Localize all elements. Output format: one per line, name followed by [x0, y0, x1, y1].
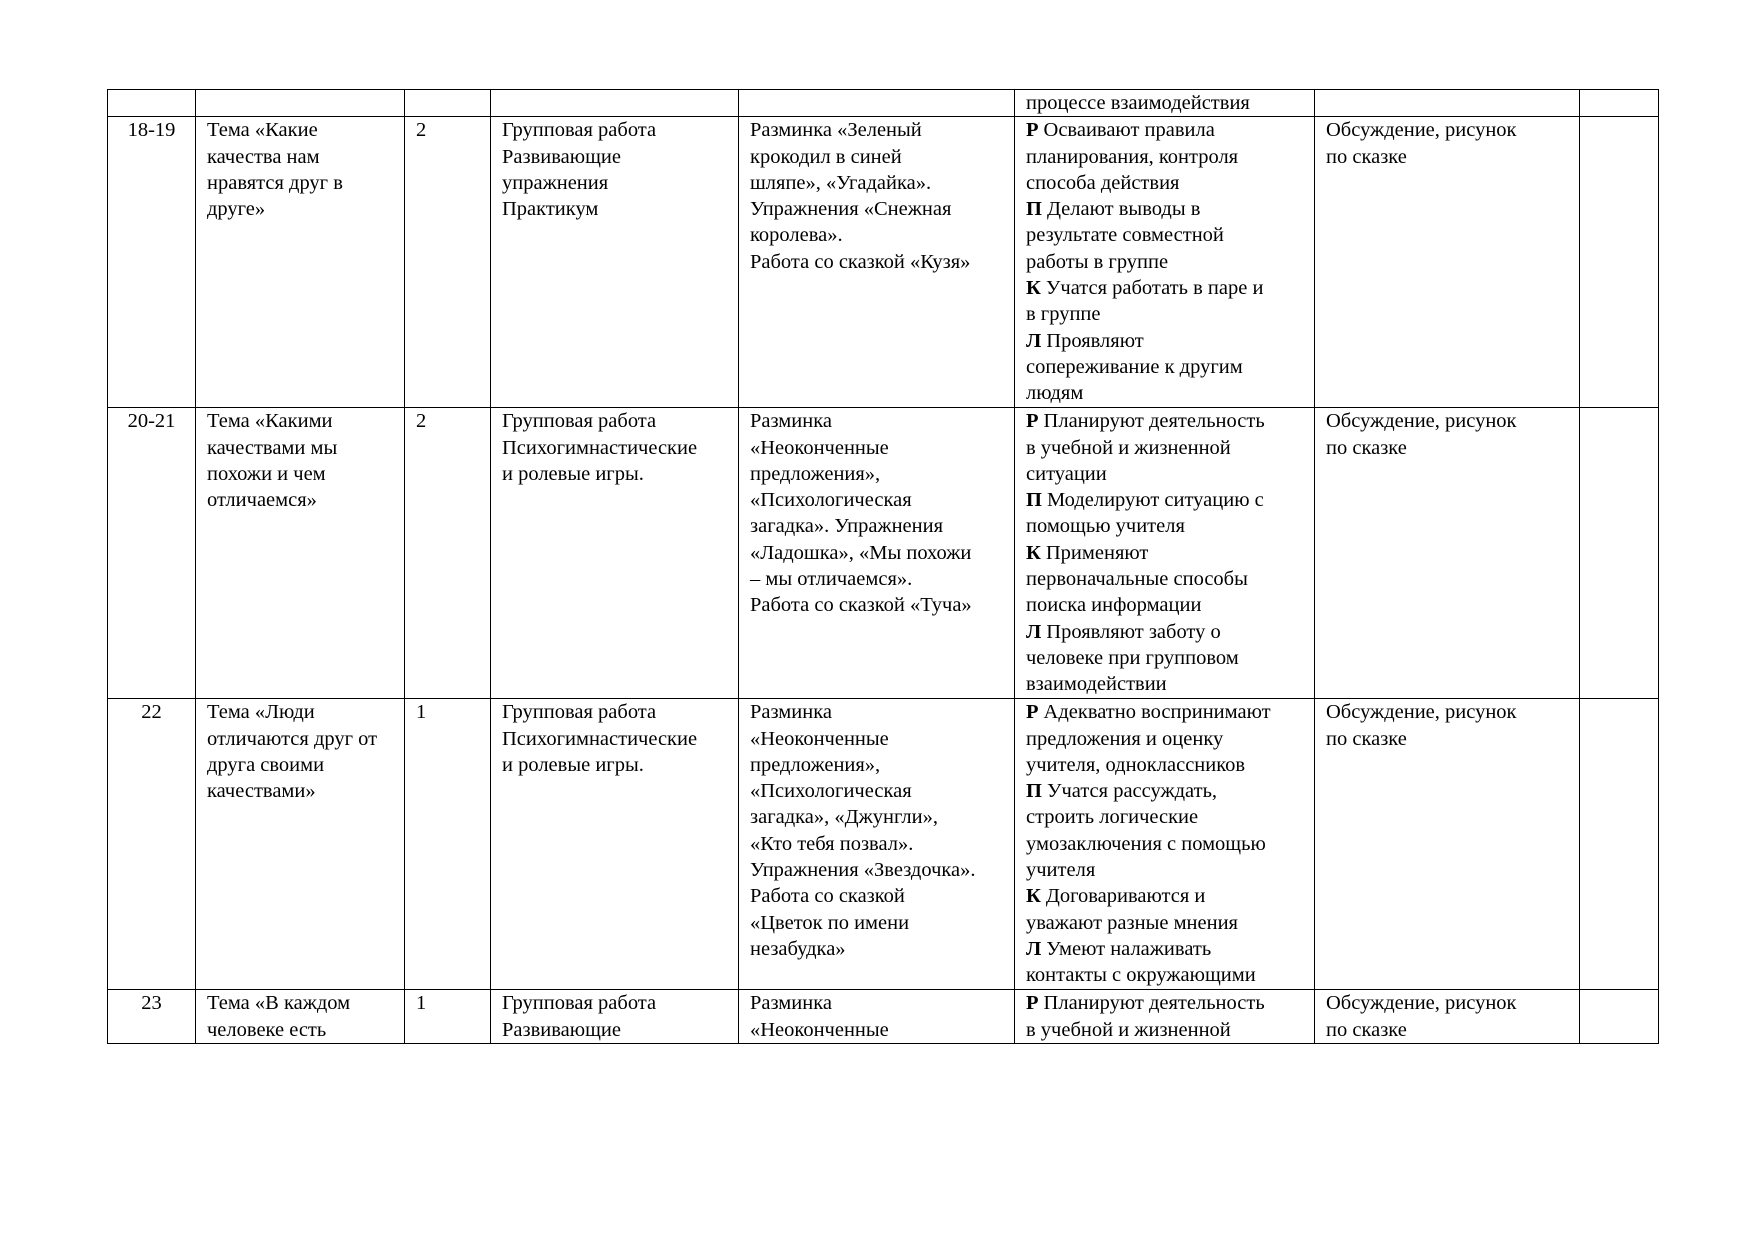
cell-text-line: Разминка	[750, 992, 832, 1015]
cell-text-line: Разминка «Зеленый	[750, 119, 922, 142]
cell-text-line: и ролевые игры.	[502, 753, 644, 776]
outcome-line	[1026, 883, 1310, 909]
outcome-text-line: в учебной и жизненной	[1026, 436, 1231, 459]
outcome-line	[1026, 619, 1310, 645]
outcome-line	[1026, 408, 1310, 434]
outcome-text: Проявляют	[1046, 329, 1144, 352]
cell-text-line: Обсуждение, рисунок	[1326, 410, 1517, 433]
outcome-text-line: людям	[1026, 382, 1084, 405]
outcome-category-letter: П	[1026, 780, 1042, 803]
outcome-category-letter: Р	[1026, 701, 1039, 724]
cell-text-line: «Неоконченные	[750, 1018, 889, 1041]
cell-text-line: Обсуждение, рисунок	[1326, 992, 1517, 1015]
table-row	[108, 408, 1659, 699]
outcome-text-line: первоначальные способы	[1026, 568, 1248, 591]
outcome-text-line: поиска информации	[1026, 594, 1202, 617]
cell-text-line: Практикум	[502, 198, 599, 221]
outcome-text-line: сопереживание к другим	[1026, 355, 1243, 378]
outcome-line	[1026, 117, 1310, 143]
outcome-text: Учатся рассуждать,	[1046, 780, 1218, 803]
outcome-line	[1026, 328, 1310, 354]
topic-cell	[196, 699, 405, 990]
cell-text-line: Работа со сказкой «Кузя»	[750, 250, 971, 273]
table-row	[108, 117, 1659, 408]
learning-outcomes-cell	[1015, 699, 1315, 990]
cell-text-line: «Психологическая	[750, 780, 912, 803]
cell-text-line: предложения»,	[750, 462, 881, 485]
activity-form-cell	[491, 117, 739, 408]
lesson-content-cell	[739, 90, 1015, 117]
lesson-content-cell	[739, 990, 1015, 1044]
cell-text-line: отличаются друг от	[207, 727, 378, 750]
outcome-text-line: работы в группе	[1026, 250, 1169, 273]
activity-form-cell	[491, 699, 739, 990]
outcome-text-line: контакты с окружающими	[1026, 964, 1256, 987]
cell-text-line: Упражнения «Звездочка».	[750, 859, 976, 882]
outcome-line	[1026, 196, 1310, 222]
assessment-cell	[1315, 990, 1580, 1044]
outcome-category-letter: Р	[1026, 992, 1039, 1015]
table-row	[108, 990, 1659, 1044]
outcome-text-line: человеке при групповом	[1026, 646, 1239, 669]
cell-text-line: «Неоконченные	[750, 727, 889, 750]
topic-cell	[196, 408, 405, 699]
outcome-category-letter: К	[1026, 541, 1041, 564]
learning-outcomes-cell	[1015, 990, 1315, 1044]
outcome-text: Проявляют заботу о	[1046, 620, 1221, 643]
table-row	[108, 90, 1659, 117]
hours-cell: 1	[405, 699, 491, 990]
outcome-text-line: ситуации	[1026, 462, 1107, 485]
outcome-text-line: учителя, одноклассников	[1026, 753, 1246, 776]
cell-text-line: загадка». Упражнения	[750, 515, 944, 538]
cell-text-line: Тема «Люди	[207, 701, 315, 724]
cell-text-line: шляпе», «Угадайка».	[750, 171, 932, 194]
outcome-text: Умеют налаживать	[1046, 937, 1212, 960]
cell-text-line: по сказке	[1326, 1018, 1407, 1041]
hours-cell	[405, 90, 491, 117]
lesson-number-cell: 20-21	[108, 408, 196, 699]
outcome-text: Осваивают правила	[1043, 119, 1215, 142]
cell-text-line: королева».	[750, 224, 843, 247]
topic-cell	[196, 990, 405, 1044]
activity-form-cell	[491, 90, 739, 117]
cell-text-line: по сказке	[1326, 436, 1407, 459]
cell-text-line: «Неоконченные	[750, 436, 889, 459]
lesson-number-cell: 22	[108, 699, 196, 990]
outcome-text-line: учителя	[1026, 859, 1096, 882]
cell-text-line: загадка», «Джунгли»,	[750, 806, 938, 829]
assessment-cell	[1315, 408, 1580, 699]
cell-text-line: крокодил в синей	[750, 145, 902, 168]
outcome-category-letter: К	[1026, 885, 1041, 908]
cell-text-line: друга своими	[207, 753, 325, 776]
cell-text-line: Работа со сказкой «Туча»	[750, 594, 972, 617]
outcome-text: Планируют деятельность	[1043, 992, 1265, 1015]
outcome-category-letter: П	[1026, 489, 1042, 512]
outcome-text-line: помощью учителя	[1026, 515, 1185, 538]
cell-text-line: друге»	[207, 198, 266, 221]
notes-cell	[1580, 699, 1659, 990]
outcome-text: Договариваются и	[1045, 885, 1206, 908]
cell-text-line: похожи и чем	[207, 462, 326, 485]
cell-text-line: Тема «Какие	[207, 119, 318, 142]
cell-text-line: Развивающие	[502, 145, 621, 168]
assessment-cell	[1315, 117, 1580, 408]
lesson-number-cell: 18-19	[108, 117, 196, 408]
assessment-cell	[1315, 90, 1580, 117]
cell-text-line: Групповая работа	[502, 119, 657, 142]
outcome-line	[1026, 699, 1310, 725]
learning-outcomes-cell	[1015, 117, 1315, 408]
outcome-category-letter: П	[1026, 198, 1042, 221]
hours-cell: 2	[405, 117, 491, 408]
notes-cell	[1580, 90, 1659, 117]
hours-cell: 1	[405, 990, 491, 1044]
outcome-line	[1026, 487, 1310, 513]
outcome-line	[1026, 275, 1310, 301]
cell-text-line: «Кто тебя позвал».	[750, 832, 914, 855]
cell-text-line: Работа со сказкой	[750, 885, 905, 908]
cell-text-line: Разминка	[750, 410, 832, 433]
activity-form-cell	[491, 990, 739, 1044]
outcome-text-line: предложения и оценку	[1026, 727, 1224, 750]
cell-text-line: нравятся друг в	[207, 171, 343, 194]
lesson-number-cell: 23	[108, 990, 196, 1044]
outcome-text-line: в учебной и жизненной	[1026, 1018, 1231, 1041]
outcome-text-line: уважают разные мнения	[1026, 911, 1238, 934]
cell-text-line: Тема «В каждом	[207, 992, 351, 1015]
topic-cell	[196, 90, 405, 117]
cell-text-line: качествами»	[207, 780, 316, 803]
cell-text-line: по сказке	[1326, 145, 1407, 168]
cell-text-line: упражнения	[502, 171, 609, 194]
cell-text-line: Групповая работа	[502, 701, 657, 724]
outcome-text: Адекватно воспринимают	[1043, 701, 1271, 724]
table-body	[108, 90, 1659, 1044]
outcome-text-line: строить логические	[1026, 806, 1199, 829]
outcome-category-letter: Л	[1026, 937, 1042, 960]
lesson-plan-table	[107, 89, 1659, 1044]
outcome-text: Планируют деятельность	[1043, 410, 1265, 433]
notes-cell	[1580, 408, 1659, 699]
outcome-line	[1026, 540, 1310, 566]
cell-text-line: Тема «Какими	[207, 410, 333, 433]
outcome-text-line: результате совместной	[1026, 224, 1224, 247]
lesson-content-cell	[739, 408, 1015, 699]
outcome-text-line: способа действия	[1026, 171, 1180, 194]
outcome-text-line: умозаключения с помощью	[1026, 832, 1266, 855]
cell-text-line: по сказке	[1326, 727, 1407, 750]
outcome-text: Делают выводы в	[1046, 198, 1201, 221]
outcome-category-letter: Р	[1026, 410, 1039, 433]
cell-text-line: предложения»,	[750, 753, 881, 776]
outcome-category-letter: Л	[1026, 329, 1042, 352]
cell-text-line: человеке есть	[207, 1018, 327, 1041]
assessment-cell	[1315, 699, 1580, 990]
cell-text-line: Групповая работа	[502, 992, 657, 1015]
outcome-text: Моделируют ситуацию с	[1046, 489, 1264, 512]
cell-text-line: «Цветок по имени	[750, 911, 910, 934]
outcome-category-letter: Л	[1026, 620, 1042, 643]
outcome-text: Применяют	[1045, 541, 1149, 564]
learning-outcomes-cell	[1015, 408, 1315, 699]
cell-text-line: Разминка	[750, 701, 832, 724]
notes-cell	[1580, 990, 1659, 1044]
outcome-category-letter: Р	[1026, 119, 1039, 142]
outcome-text: Учатся работать в паре и	[1045, 277, 1264, 300]
cell-text-line: «Психологическая	[750, 489, 912, 512]
outcome-text-line: процессе взаимодействия	[1026, 92, 1250, 114]
cell-text-line: и ролевые игры.	[502, 462, 644, 485]
table-row	[108, 699, 1659, 990]
hours-cell: 2	[405, 408, 491, 699]
activity-form-cell	[491, 408, 739, 699]
outcome-category-letter: К	[1026, 277, 1041, 300]
cell-text-line: Обсуждение, рисунок	[1326, 119, 1517, 142]
outcome-text-line: планирования, контроля	[1026, 145, 1239, 168]
notes-cell	[1580, 117, 1659, 408]
lesson-content-cell	[739, 117, 1015, 408]
outcome-line	[1026, 778, 1310, 804]
cell-text-line: качества нам	[207, 145, 320, 168]
cell-text-line: качествами мы	[207, 436, 338, 459]
outcome-line	[1026, 936, 1310, 962]
topic-cell	[196, 117, 405, 408]
lesson-number-cell	[108, 90, 196, 117]
outcome-line	[1026, 990, 1310, 1016]
cell-text-line: Упражнения «Снежная	[750, 198, 952, 221]
lesson-content-cell	[739, 699, 1015, 990]
cell-text-line: Групповая работа	[502, 410, 657, 433]
cell-text-line: Развивающие	[502, 1018, 621, 1041]
cell-text-line: Обсуждение, рисунок	[1326, 701, 1517, 724]
cell-text-line: незабудка»	[750, 937, 846, 960]
outcome-text-line: в группе	[1026, 303, 1101, 326]
learning-outcomes-cell	[1015, 90, 1315, 117]
cell-text-line: отличаемся»	[207, 489, 317, 512]
outcome-text-line: взаимодействии	[1026, 673, 1167, 696]
cell-text-line: – мы отличаемся».	[750, 568, 913, 591]
cell-text-line: «Ладошка», «Мы похожи	[750, 541, 972, 564]
cell-text-line: Психогимнастические	[502, 436, 698, 459]
cell-text-line: Психогимнастические	[502, 727, 698, 750]
